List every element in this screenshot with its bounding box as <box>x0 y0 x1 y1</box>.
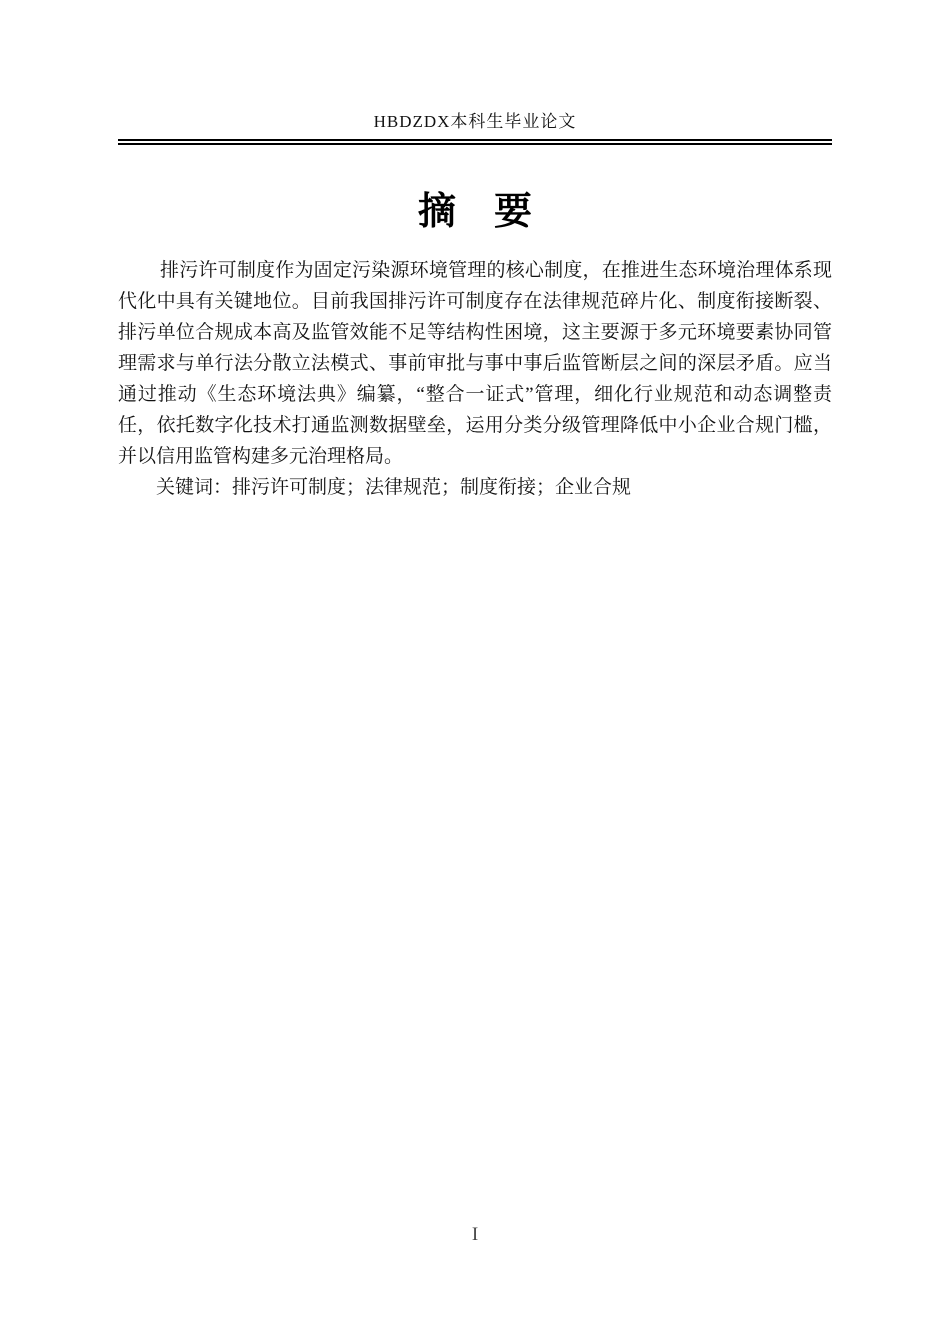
header-rule-bottom-line <box>118 143 832 145</box>
abstract-paragraph <box>118 255 832 503</box>
abstract-title: 摘 要 <box>417 191 532 233</box>
page-number: I <box>471 1224 479 1245</box>
abstract-line: 排污单位合规成本高及监管效能不足等结构性困境，这主要源于多元环境要素协同管 <box>118 322 832 343</box>
abstract-line: 通过推动《生态环境法典》编纂，“整合一证式”管理，细化行业规范和动态调整责 <box>118 384 832 405</box>
abstract-line: 代化中具有关键地位。目前我国排污许可制度存在法律规范碎片化、制度衔接断裂、 <box>118 291 832 312</box>
keywords-line: 关键词：排污许可制度；法律规范；制度衔接；企业合规 <box>156 477 632 498</box>
abstract-line: 理需求与单行法分散立法模式、事前审批与事中事后监管断层之间的深层矛盾。应当 <box>118 353 832 374</box>
abstract-line: 任，依托数字化技术打通监测数据壁垒，运用分类分级管理降低中小企业合规门槛， <box>118 415 832 436</box>
header-rule <box>118 139 832 145</box>
abstract-line: 并以信用监管构建多元治理格局。 <box>118 446 404 467</box>
running-header: HBDZDX本科生毕业论文 <box>373 112 577 131</box>
abstract-line: 排污许可制度作为固定污染源环境管理的核心制度，在推进生态环境治理体系现 <box>160 260 832 281</box>
